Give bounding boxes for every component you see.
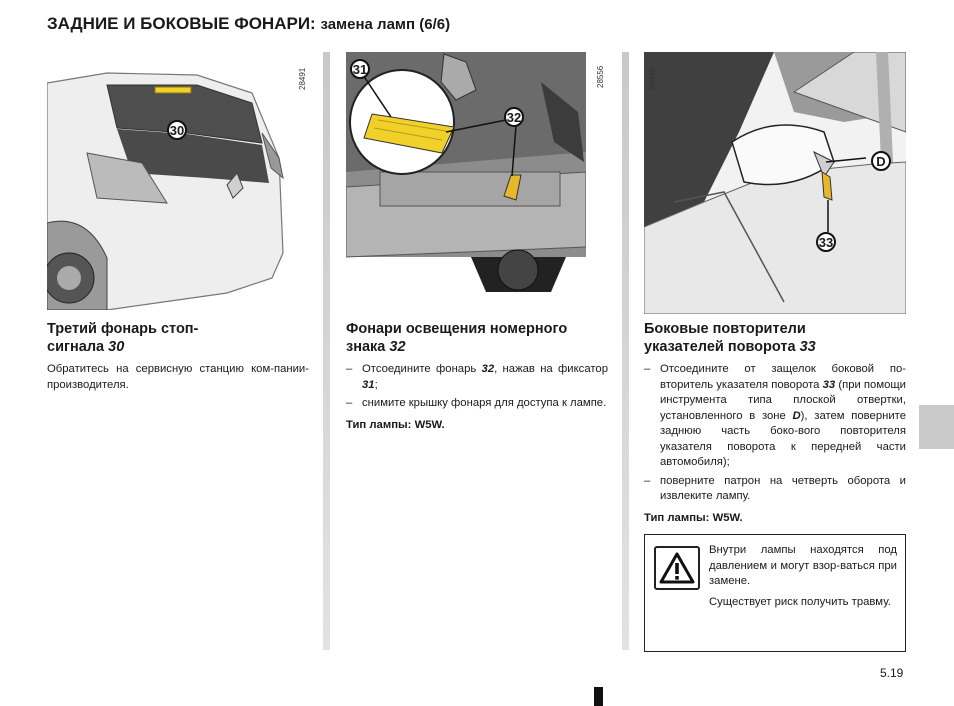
section-heading-side-repeaters [644,320,906,356]
brake-light-instruction: Обратитесь на сервисную станцию ком-пании-производителя. [47,363,309,391]
heading-line: Третий фонарь стоп- [47,321,199,337]
heading-number: 30 [108,339,125,355]
heading-number: 33 [799,339,816,355]
list-text: Отсоедините фонарь 32, нажав на фиксатор 31; [362,363,608,391]
warning-text-2: Существует риск получить травму. [709,596,891,608]
image-code: 28449 [648,67,657,90]
rear-car-illustration [47,63,284,310]
plate-light-steps [346,362,608,433]
list-dash: – [346,363,353,375]
image-code: 28491 [298,67,307,90]
lamp-type: Тип лампы: W5W. [644,511,743,524]
side-repeater-steps [644,362,906,526]
list-dash: – [346,397,353,409]
warning-text-1: Внутри лампы находятся под давлением и могут взор-ваться при замене. [709,544,897,587]
page-title-main: ЗАДНИЕ И БОКОВЫЕ ФОНАРИ: [47,14,316,33]
callout-33: 33 [816,232,836,252]
callout-d: D [871,151,891,171]
heading-line: знака [346,339,386,355]
image-code: 28556 [596,65,605,88]
heading-line: указателей поворота [644,339,796,355]
heading-line: Боковые повторители [644,321,806,337]
page-number: 5.19 [880,666,904,680]
callout-31: 31 [350,59,370,79]
page-title [47,14,450,34]
side-mirror-drawing [644,52,906,314]
list-dash: – [644,363,651,375]
warning-box [644,534,906,652]
third-brake-light-lamp [155,87,191,93]
list-text: поверните патрон на четверть оборота и извлеките лампу. [660,474,906,502]
column-divider-1 [323,52,330,650]
side-mirror-illustration [644,52,906,314]
license-plate-drawing [346,52,586,307]
list-text: Отсоедините от защелок боковой по-вторитель указателя поворота 33 (при помощи инструмента типа плоской отвертки, установленного в зоне D), затем поверните заднюю часть боко-вого повторителя указателя поворота к передней части автомобиля); [660,363,906,468]
section-heading-plate-lights [346,320,606,356]
lamp-type: Тип лампы: W5W. [346,418,445,431]
list-text: снимите крышку фонаря для доступа к лампе. [362,397,607,409]
heading-number: 32 [389,339,406,355]
callout-32: 32 [504,107,524,127]
callout-30: 30 [167,120,187,140]
chapter-tab [919,405,954,449]
rear-car-drawing [47,63,284,310]
warning-triangle-icon [654,546,700,590]
heading-line: сигнала [47,339,105,355]
list-item [346,362,608,393]
list-item [644,474,906,505]
section-heading-brake-light [47,320,317,356]
list-dash: – [644,474,651,487]
list-item [644,362,906,471]
heading-line: Фонари освещения номерного [346,321,568,337]
license-plate-illustration [346,52,586,307]
list-item [346,396,608,412]
page-marker [594,687,603,706]
column-divider-2 [622,52,629,650]
page-title-sub: замена ламп (6/6) [320,16,451,33]
